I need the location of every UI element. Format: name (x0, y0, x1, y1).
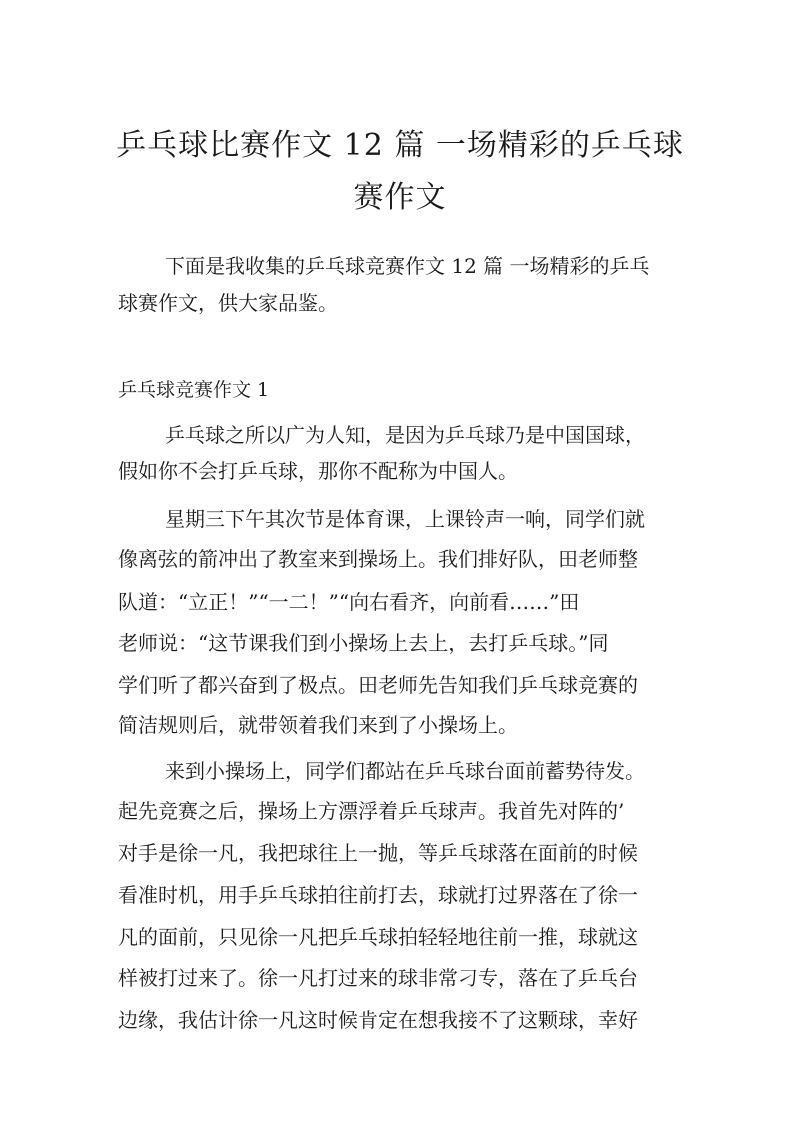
paragraph2-line-1: 星期三下午其次节是体育课，上课铃声一响，同学们就 (165, 507, 645, 531)
document-title (110, 120, 690, 224)
paragraph2-line-5: 学们听了都兴奋到了极点。田老师先告知我们乒乓球竞赛的 (118, 673, 638, 697)
paragraph3-line-2: 起先竞赛之后，操场上方漂浮着乒乓球声。我首先对阵的’ (118, 799, 625, 823)
intro-line-1: 下面是我收集的乒乓球竞赛作文 12 篇 一场精彩的乒乓 (165, 254, 650, 278)
paragraph1-line-1: 乒乓球之所以广为人知，是因为乒乓球乃是中国国球， (165, 423, 645, 447)
paragraph2-line-2: 像离弦的箭冲出了教室来到操场上。我们排好队，田老师整 (118, 547, 638, 571)
paragraph3-line-4: 看准时机，用手乒乓球拍往前打去，球就打过界落在了徐一 (118, 883, 638, 907)
paragraph3-line-5: 凡的面前，只见徐一凡把乒乓球拍轻轻地往前一推，球就这 (118, 925, 638, 949)
paragraph3-line-6: 样被打过来了。徐一凡打过来的球非常刁专，落在了乒乓台 (118, 966, 638, 990)
title-line-2: 赛作文 (353, 180, 447, 215)
paragraph3-line-7: 边缘，我估计徐一凡这时候肯定在想我接不了这颗球，幸好 (118, 1008, 638, 1032)
paragraph3-line-3: 对手是徐一凡，我把球往上一抛，等乒乓球落在面前的时候 (118, 841, 638, 865)
paragraph2-line-4: 老师说：“这节课我们到小操场上去上，去打乒乓球。”同 (118, 631, 609, 655)
paragraph1-line-2: 假如你不会打乒乓球，那你不配称为中国人。 (118, 459, 518, 483)
paragraph3-line-1: 来到小操场上，同学们都站在乒乓球台面前蓄势待发。 (165, 759, 645, 783)
intro-line-2: 球赛作文，供大家品鉴。 (118, 291, 338, 315)
section-heading: 乒乓球竞赛作文 1 (118, 379, 270, 401)
title-line-1: 乒乓球比赛作文 12 篇 一场精彩的乒乓球 (116, 128, 684, 163)
paragraph2-line-6: 简洁规则后，就带领着我们来到了小操场上。 (118, 713, 518, 737)
paragraph2-line-3: 队道：“立正！”“一二！”“向右看齐，向前看……”田 (118, 590, 580, 614)
